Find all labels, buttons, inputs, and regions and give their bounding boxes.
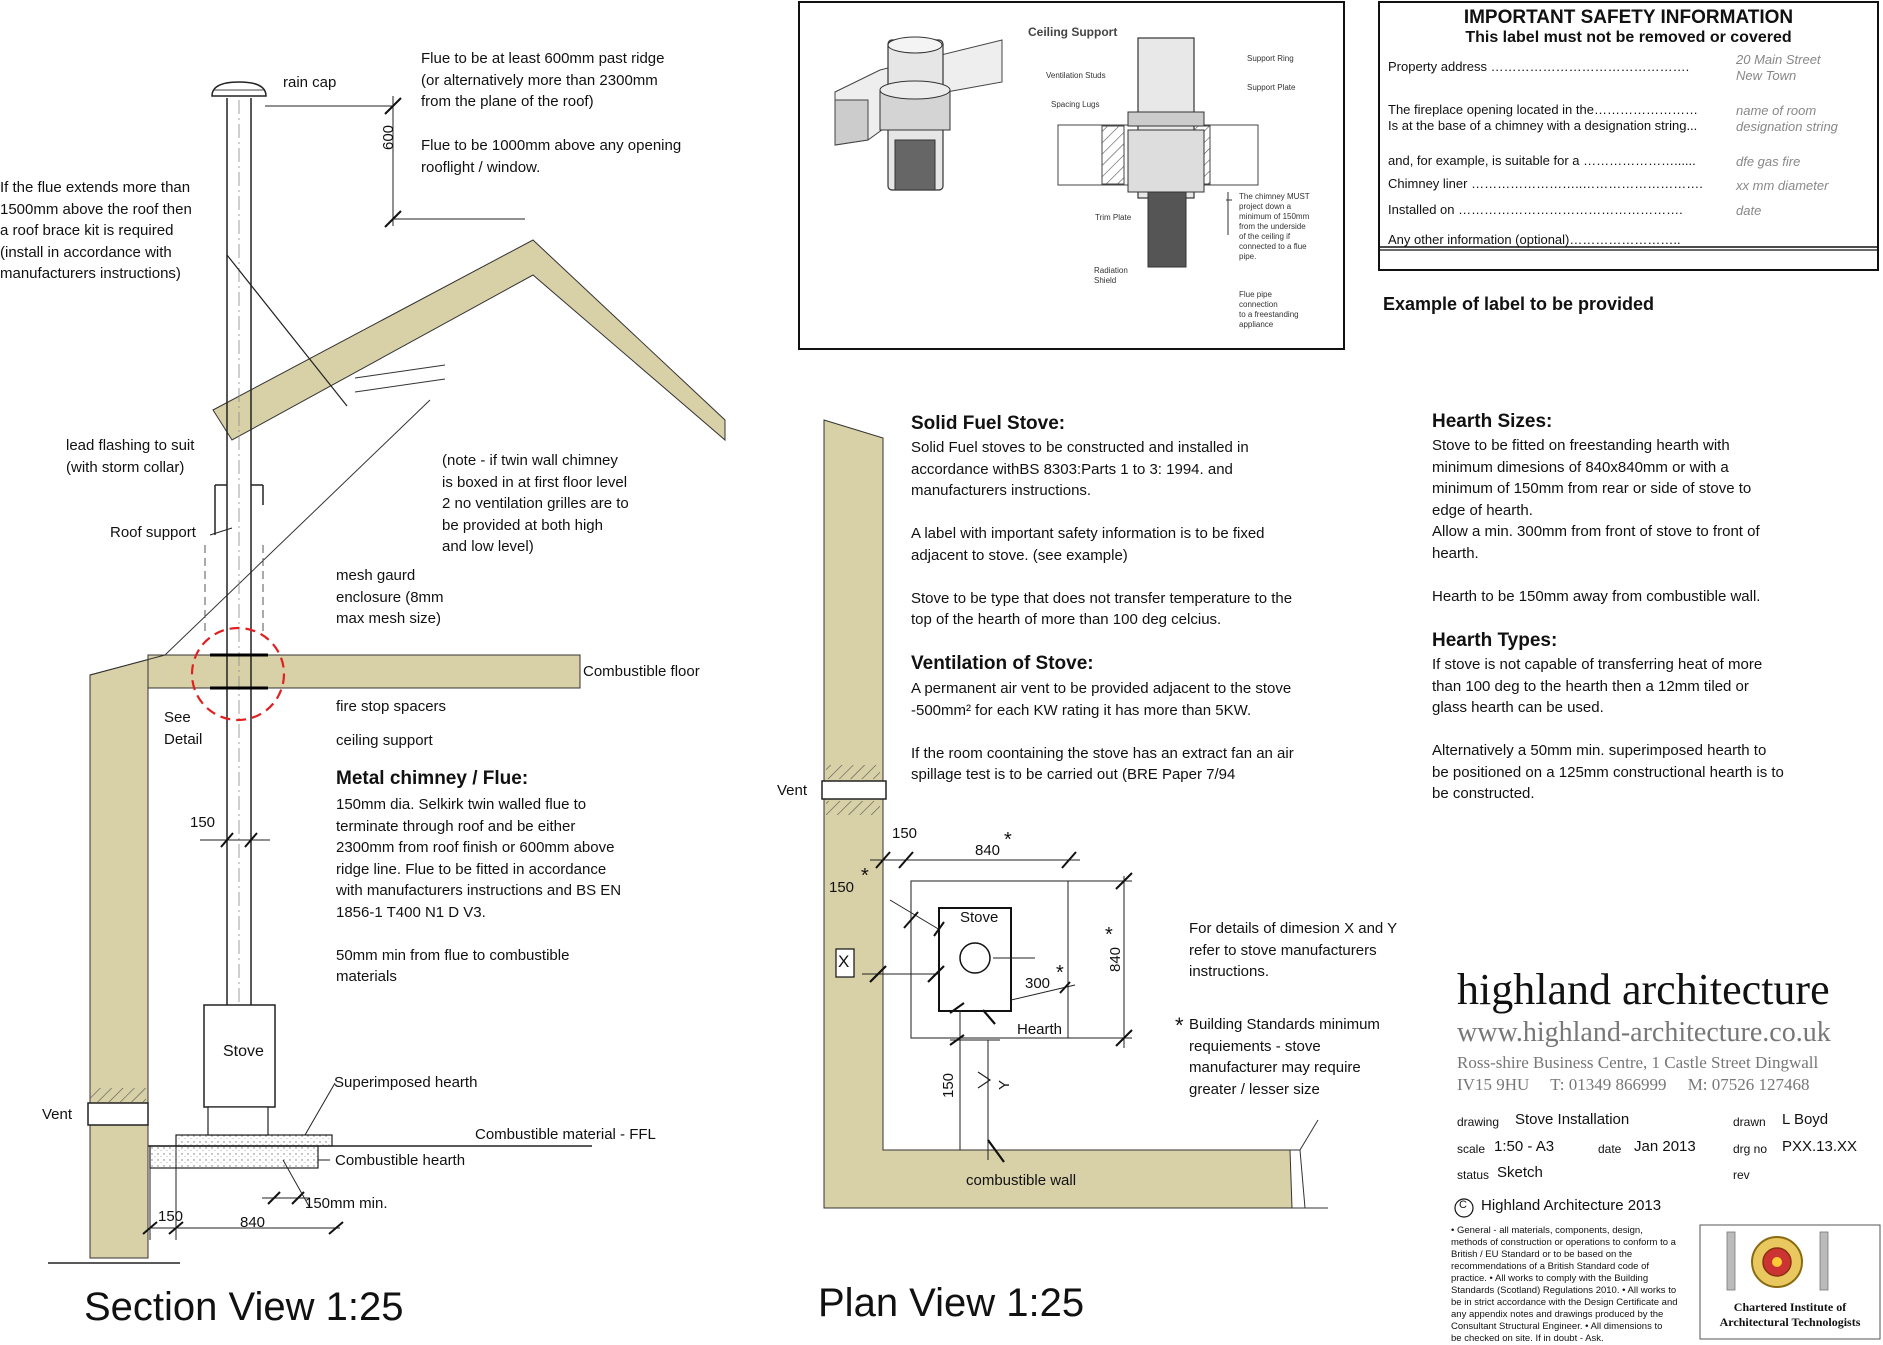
- date-value: Jan 2013: [1634, 1138, 1696, 1155]
- drawn-label: drawn: [1733, 1115, 1766, 1129]
- safety-label-subtitle: This label must not be removed or covered: [1465, 29, 1792, 46]
- firm-url: www.highland-architecture.co.uk: [1457, 1017, 1831, 1048]
- safety-row-installed-label: Installed on …………………………………………….: [1388, 202, 1683, 217]
- opening-note: Flue to be 1000mm above any opening rooflight / window.: [421, 137, 682, 176]
- plan-hearth-label: Hearth: [1017, 1021, 1063, 1038]
- firm-address-line2: IV15 9HU T: 01349 866999 M: 07526 127468: [1457, 1075, 1810, 1094]
- safety-row-installed-value: date: [1736, 203, 1762, 218]
- safety-label-title: IMPORTANT SAFETY INFORMATION: [1463, 7, 1794, 28]
- general-notes: • General - all materials, components, design, methods of construction or operations to conform to a British / EU Standard or to be based on the recommendations of a British Standard code of practice. • All works to comply with the Building Standards (Scotland) Regulations 2010. • All works to be in strict accordance with the Design Certificate and any appendix notes and drawings produced by the Consultant Structural Engineer. • All dimensions to be checked on site. If in doubt - Ask.: [1451, 1225, 1678, 1344]
- drawn-value: L Boyd: [1782, 1111, 1829, 1128]
- date-label: date: [1598, 1142, 1622, 1156]
- dimension-600: 600: [380, 124, 397, 150]
- combustible-material-label: Combustible material - FFL: [475, 1126, 656, 1143]
- safety-label-caption: Example of label to be provided: [1383, 294, 1655, 314]
- plan-dim-x: X: [838, 952, 850, 971]
- firm-address-line1: Ross-shire Business Centre, 1 Castle Street Dingwall: [1457, 1053, 1819, 1072]
- plan-star-1: *: [1004, 829, 1012, 851]
- firm-name: highland architecture: [1457, 965, 1830, 1014]
- ceiling-detail-title: Ceiling Support: [1028, 25, 1118, 39]
- combustible-floor-label: Combustible floor: [583, 663, 700, 680]
- metal-chimney-body: 150mm dia. Selkirk twin walled flue to terminate through roof and be either 2300mm from roof finish or 600mm above ridge line. Flue to be fitted in accordance with manufacturers instructions and BS EN 1856-1 T400 N1 D V3. 50mm min from flue to combustible materials: [336, 796, 622, 985]
- status-value: Sketch: [1497, 1164, 1543, 1181]
- scale-value: 1:50 - A3: [1494, 1138, 1555, 1155]
- metal-chimney-heading: Metal chimney / Flue:: [336, 768, 529, 789]
- ceiling-label-flue-pipe: Flue pipe connection to a freestanding appliance: [1239, 290, 1299, 329]
- drg-no-label: drg no: [1733, 1142, 1768, 1156]
- combustible-floor-band: [148, 655, 580, 688]
- plan-dim-840-side: 840: [1107, 946, 1124, 972]
- rev-label: rev: [1733, 1168, 1750, 1182]
- dimension-150-flue: 150: [190, 814, 216, 831]
- ciat-label: Chartered Institute of Architectural Technologists: [1719, 1300, 1861, 1329]
- plan-star-2: *: [861, 865, 869, 887]
- hearth-sizes-heading: Hearth Sizes:: [1432, 411, 1553, 432]
- lead-flashing-label: lead flashing to suit (with storm collar): [66, 437, 195, 476]
- plan-dim-150-y: 150: [940, 1072, 957, 1098]
- hearth-sizes-body: Stove to be fitted on freestanding hearth with minimum dimesions of 840x840mm or with a minimum of 150mm from rear or side of stove to edge of hearth. Allow a min. 300mm from front of stove to front of hearth. Hearth to be 150mm away from combustible wall.: [1432, 437, 1761, 605]
- plan-vent-label: Vent: [777, 782, 808, 799]
- plan-dim-300: 300: [1025, 975, 1051, 992]
- safety-row-other-label: Any other information (optional)……………………..: [1388, 232, 1681, 247]
- ceiling-label-chimney-must: The chimney MUST project down a minimum of 150mm from the underside of the ceiling if connected to a flue pipe.: [1239, 192, 1310, 261]
- dimension-150mm-min: 150mm min.: [305, 1195, 388, 1212]
- mesh-guard-label: mesh gaurd enclosure (8mm max mesh size): [336, 567, 444, 627]
- safety-row-liner-value: xx mm diameter: [1736, 178, 1829, 193]
- plan-star-3: *: [1056, 962, 1064, 984]
- plan-dim-150-top: 150: [892, 825, 918, 842]
- combustible-hearth-label: Combustible hearth: [335, 1152, 466, 1169]
- hearth-types-body: If stove is not capable of transferring heat of more than 100 deg to the hearth then a 12mm tiled or glass hearth can be used. Alternatively a 50mm min. superimposed hearth to be positioned on a 125mm constructional hearth is to be constructed.: [1432, 656, 1784, 802]
- plan-dim-150-side: 150: [829, 879, 855, 896]
- ridge-note: Flue to be at least 600mm past ridge (or alternatively more than 2300mm from the plane of the roof): [421, 50, 665, 110]
- plan-dim-y: Y: [996, 1079, 1013, 1090]
- drawing-label: drawing: [1457, 1115, 1500, 1129]
- status-label: status: [1457, 1168, 1490, 1182]
- scale-label: scale: [1457, 1142, 1486, 1156]
- plan-view-title: Plan View 1:25: [818, 1281, 1085, 1325]
- xy-note: For details of dimesion X and Y refer to stove manufacturers instructions.: [1189, 920, 1398, 980]
- solid-fuel-body: Solid Fuel stoves to be constructed and installed in accordance withBS 8303:Parts 1 to 3: 1994. and manufacturers instructions. A label with important safety information is to be fixed adjacent to stove. (see example) Stove to be type that does not transfer temperature to the top of the hearth of more than 100 deg celcius.: [911, 439, 1293, 628]
- ventilation-body: A permanent air vent to be provided adjacent to the stove -500mm² for each KW rating it has more than 5KW. If the room coontaining the stove has an extract fan an air spillage test is to be carried out (BRE Paper 7/94: [911, 680, 1294, 783]
- plan-star-4: *: [1105, 924, 1113, 946]
- roof-brace-note: If the flue extends more than 1500mm above the roof then a roof brace kit is required (install in accordance with manufacturers instructions): [0, 179, 192, 282]
- safety-row-address-value: 20 Main Street New Town: [1736, 52, 1821, 83]
- solid-fuel-heading: Solid Fuel Stove:: [911, 413, 1066, 434]
- section-stove-label: Stove: [223, 1043, 264, 1060]
- hearth-types-heading: Hearth Types:: [1432, 630, 1558, 651]
- section-view-title: Section View 1:25: [84, 1285, 404, 1329]
- see-detail-label: See Detail: [164, 709, 203, 748]
- drawing-value: Stove Installation: [1515, 1111, 1630, 1128]
- ventilation-heading: Ventilation of Stove:: [911, 653, 1094, 674]
- dimension-150-bottom: 150: [158, 1208, 184, 1225]
- copyright-symbol: C: [1459, 1199, 1467, 1211]
- drg-no-value: PXX.13.XX: [1782, 1138, 1858, 1155]
- safety-row-address-label: Property address ……………………………………….: [1388, 59, 1690, 74]
- safety-row-suitable-value: dfe gas fire: [1736, 154, 1801, 169]
- copyright-text: Highland Architecture 2013: [1481, 1197, 1662, 1214]
- superimposed-hearth-label: Superimposed hearth: [334, 1074, 478, 1091]
- safety-row-fireplace-value: name of room designation string: [1736, 103, 1838, 134]
- fire-stop-label: fire stop spacers: [336, 698, 447, 715]
- ceiling-label-radiation-shield: Radiation Shield: [1094, 266, 1128, 285]
- roof-tan: [213, 240, 725, 440]
- twin-wall-note: (note - if twin wall chimney is boxed in at first floor level 2 no ventilation grilles are to be provided at both high and low level): [442, 452, 629, 555]
- safety-row-liner-label: Chimney liner ……………………..……………………….: [1388, 176, 1703, 191]
- combustible-wall-label: combustible wall: [966, 1172, 1077, 1189]
- safety-row-suitable-label: and, for example, is suitable for a …………………......: [1388, 153, 1696, 168]
- plan-dim-840-top: 840: [975, 842, 1001, 859]
- ceiling-label-spacing-lugs: Spacing Lugs: [1051, 100, 1100, 109]
- ceiling-label-support-plate: Support Plate: [1247, 83, 1296, 92]
- ceiling-support-label: ceiling support: [336, 732, 433, 749]
- safety-row-fireplace-label: The fireplace opening located in the…………………… Is at the base of a chimney with a designation string...: [1388, 102, 1698, 133]
- rain-cap-label: rain cap: [283, 74, 337, 91]
- bs-note: Building Standards minimum requiements - stove manufacturer may require greater / lesser size: [1189, 1016, 1380, 1098]
- section-vent-label: Vent: [42, 1106, 73, 1123]
- bs-note-star: *: [1175, 1013, 1184, 1038]
- ceiling-label-ventilation-studs: Ventilation Studs: [1046, 71, 1106, 80]
- dimension-840-bottom: 840: [240, 1214, 266, 1231]
- ceiling-label-trim-plate: Trim Plate: [1095, 213, 1132, 222]
- plan-stove-label: Stove: [960, 909, 999, 926]
- ceiling-label-support-ring: Support Ring: [1247, 54, 1294, 63]
- roof-support-label: Roof support: [110, 524, 196, 541]
